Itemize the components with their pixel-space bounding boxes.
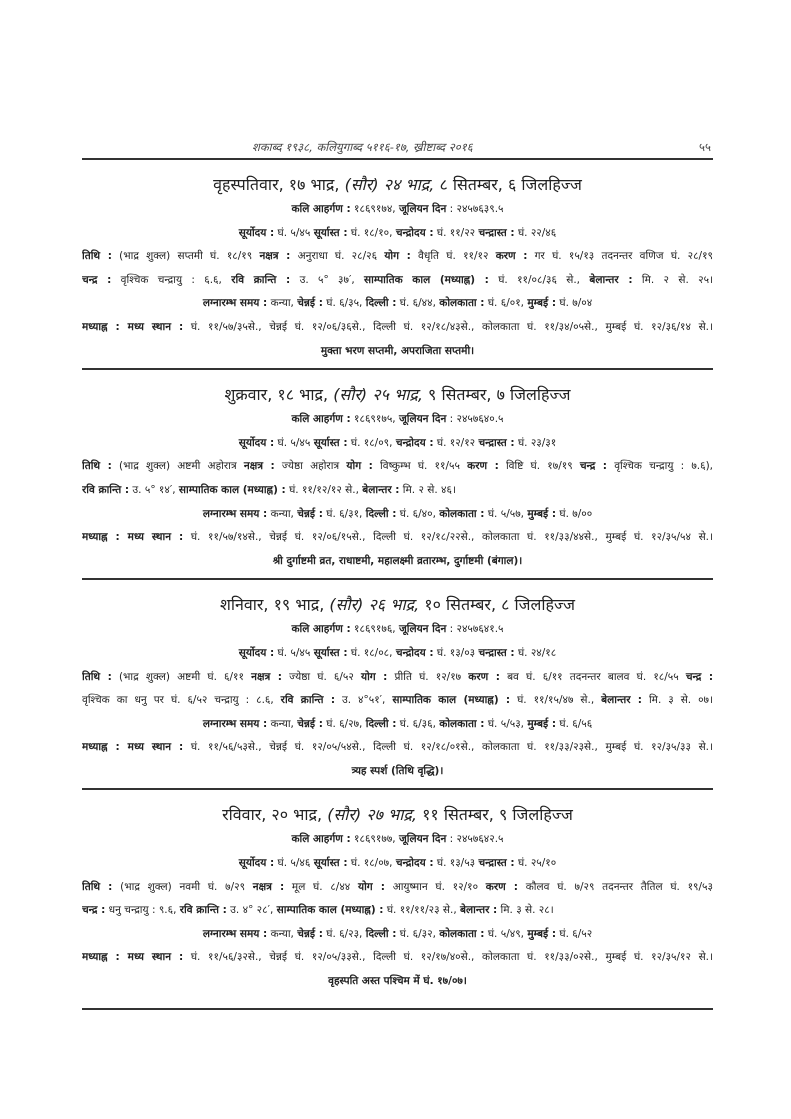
label-text: करण : xyxy=(467,460,499,473)
value-text: आयुष्मान घं. १२/१० xyxy=(384,880,486,893)
value-text: मि. २ से. २५। xyxy=(632,273,713,286)
value-text: कन्या, xyxy=(267,717,298,730)
value-text: घं. ७/०४ xyxy=(556,297,593,310)
value-text: घं. ११/१५/४७ से., xyxy=(510,694,602,707)
running-header xyxy=(82,138,713,160)
label-text: मुम्बई : xyxy=(527,297,557,310)
label-text: चन्द्रोदय : xyxy=(395,436,434,449)
value-text: घं. ५/५७, xyxy=(484,507,528,520)
value-text: उ. ५° ३७′, xyxy=(290,273,365,286)
value-text: (भाद्र शुक्ल) अष्टमी घं. ६/११ xyxy=(111,670,252,683)
value-text: ज्येष्ठा अहोरात्र xyxy=(274,460,347,473)
label-text: मुम्बई : xyxy=(527,927,557,940)
label-text: कलि आहर्गण : xyxy=(291,623,351,636)
value-text: उ. ४°५१′, xyxy=(335,694,393,707)
value-text: घं. ६/३२, xyxy=(396,927,440,940)
value-text: घं. ६/३५, xyxy=(322,297,366,310)
value-text: घं. ५/५३, xyxy=(484,717,528,730)
label-text: सूर्योदय : xyxy=(238,646,275,659)
value-text: धनु चन्द्रायु : ९.६, xyxy=(105,904,180,917)
value-text: (सौर) २५ भाद्र, xyxy=(333,385,423,405)
value-text: घं. ११/२२ xyxy=(433,226,479,239)
value-text: घं. ११/१२/१२ से., xyxy=(285,483,363,496)
value-text: वृश्चिक चन्द्रायु : ६.६, xyxy=(111,273,232,286)
label-text: करण : xyxy=(468,670,500,683)
label-text: सूर्यास्त : xyxy=(313,226,348,239)
value-text: विष्टि घं. १७/१९ xyxy=(498,460,580,473)
panchang-line xyxy=(82,316,713,340)
label-text: बेलान्तर : xyxy=(362,483,400,496)
value-text: शनिवार, १९ भाद्र, xyxy=(219,595,330,615)
value-text: घं. ५/४५ xyxy=(274,226,314,239)
label-text: जूलियन दिन xyxy=(398,203,447,215)
label-text: तिथि : xyxy=(82,880,113,893)
value-text: शुक्रवार, १८ भाद्र, xyxy=(224,385,334,405)
panchang-line xyxy=(82,899,713,923)
label-text: चन्द्रोदय : xyxy=(395,226,434,239)
label-text: सूर्यास्त : xyxy=(313,857,348,870)
panchang-line xyxy=(82,198,713,222)
value-text: घं. ६/३६, xyxy=(396,717,440,730)
value-text: रविवार, २० भाद्र, xyxy=(222,805,328,825)
label-text: चेन्नई : xyxy=(297,927,323,940)
label-text: तिथि : xyxy=(82,670,112,683)
value-text: उ. ५° १४′, xyxy=(129,483,179,496)
value-text: वृहस्पतिवार, १७ भाद्र, xyxy=(213,175,345,194)
label-text: चन्द्रास्त : xyxy=(478,857,515,870)
value-text: कन्या, xyxy=(267,927,298,940)
value-text: घं. ५/४९, xyxy=(484,927,528,940)
label-text: नक्षत्र : xyxy=(259,250,291,263)
value-text: ११ सितम्बर, ९ जिलहिज्ज xyxy=(417,805,573,825)
value-text: घं. ११/५६/३२से., चेन्नई घं. १२/०५/३३से., दिल्ली घं. १२/१७/४०से., कोलकाता घं. ११/३३/०२से., मुम्बई घं. १२/३५/१२ से.। xyxy=(183,951,713,964)
value-text: घं. १८/०७, xyxy=(347,857,396,870)
label-text: तिथि : xyxy=(82,250,112,263)
label-text: मध्याह्न : मध्य स्थान : xyxy=(82,741,184,754)
value-text: घं. ११/११/२३ से., xyxy=(383,904,461,917)
label-text: चन्द्रास्त : xyxy=(478,436,515,449)
label-text: करण : xyxy=(495,250,528,263)
panchang-line xyxy=(82,245,713,269)
value-text: घं. ५/४६ xyxy=(274,857,314,870)
value-text: घं. ६/०१, xyxy=(484,297,528,310)
value-text: ज्येष्ठा घं. ६/५२ xyxy=(281,670,361,683)
label-text: चन्द्रास्त : xyxy=(478,646,515,659)
panchang-line xyxy=(82,455,713,479)
label-text: बेलान्तर : xyxy=(589,273,633,286)
value-text: : २४५७६४२.५ xyxy=(446,833,504,846)
value-text: घं. ६/२७, xyxy=(322,717,366,730)
label-text: कोलकाता : xyxy=(439,507,485,520)
label-text: साम्पातिक काल (मध्याह्न) : xyxy=(364,273,489,286)
label-text: चन्द्रोदय : xyxy=(395,646,434,659)
value-text: घं. २२/४६ xyxy=(514,226,557,239)
value-text: १८६९१७६, xyxy=(350,623,399,636)
label-text: रवि क्रान्ति : xyxy=(231,273,291,286)
value-text: घं. ६/४०, xyxy=(396,507,440,520)
label-text: सूर्यास्त : xyxy=(313,436,348,449)
value-text: घं. ११/०८/३६ से., xyxy=(488,273,590,286)
value-text: घं. ६/५६ xyxy=(556,717,593,730)
day-title xyxy=(82,592,713,618)
label-text: नक्षत्र : xyxy=(243,460,275,473)
label-text: लग्नारम्भ समय : xyxy=(202,507,268,520)
panchang-line xyxy=(82,642,713,666)
panchang-line xyxy=(82,713,713,737)
value-text: (सौर) २४ भाद्र, xyxy=(344,175,435,194)
panchang-line xyxy=(82,503,713,527)
label-text: चन्द्र : xyxy=(82,273,112,286)
value-text: घं. २५/१० xyxy=(514,857,557,870)
label-text: सूर्यास्त : xyxy=(313,646,348,659)
value-text: घं. ५/४५ xyxy=(274,436,314,449)
label-text: रवि क्रान्ति : xyxy=(280,694,336,707)
panchang-line xyxy=(82,618,713,642)
value-text: घं. ६/४४, xyxy=(396,297,440,310)
day-title xyxy=(82,172,713,198)
label-text: दिल्ली : xyxy=(365,927,397,940)
label-text: दिल्ली : xyxy=(365,717,397,730)
label-text: साम्पातिक काल (मध्याह्न) : xyxy=(178,483,286,496)
panchang-line xyxy=(82,923,713,947)
value-text: वैधृति घं. ११/१२ xyxy=(410,250,496,263)
value-text: कन्या, xyxy=(267,297,298,310)
value-text: : २४५७६३९.५ xyxy=(446,203,504,215)
panchang-line xyxy=(82,946,713,970)
value-text: बव घं. ६/११ तदनन्तर बालव घं. १८/५५ xyxy=(499,670,686,683)
label-text: चेन्नई : xyxy=(297,507,323,520)
panchang-line xyxy=(82,479,713,503)
label-text: साम्पातिक काल (मध्याह्न) : xyxy=(392,694,511,707)
value-text: : २४५७६४०.५ xyxy=(446,413,504,426)
panchang-line xyxy=(82,689,713,713)
label-text: योग : xyxy=(346,460,373,473)
label-text: लग्नारम्भ समय : xyxy=(202,927,268,940)
value-text: उ. ४° २८′, xyxy=(226,904,277,917)
value-text: घं. ६/२३, xyxy=(322,927,366,940)
value-text: मि. ३ से. २८। xyxy=(497,904,554,917)
festival-line xyxy=(82,760,713,784)
label-text: कलि आहर्गण : xyxy=(291,833,351,846)
label-text: मुक्ता भरण सप्तमी, अपराजिता सप्तमी। xyxy=(320,344,475,357)
label-text: मध्याह्न : मध्य स्थान : xyxy=(82,951,184,964)
panchang-line xyxy=(82,222,713,246)
panchang-line xyxy=(82,852,713,876)
label-text: साम्पातिक काल (मध्याह्न) : xyxy=(276,904,384,917)
day-title xyxy=(82,382,713,408)
label-text: मध्याह्न : मध्य स्थान : xyxy=(82,320,184,333)
festival-line xyxy=(82,970,713,994)
label-text: चन्द्र : xyxy=(685,670,713,683)
label-text: दिल्ली : xyxy=(365,297,397,310)
festival-line xyxy=(82,340,713,364)
day-entry xyxy=(82,790,713,1009)
label-text: त्र्यह स्पर्श (तिथि वृद्धि)। xyxy=(351,764,444,777)
value-text: घं. १८/०९, xyxy=(347,436,396,449)
panchang-line xyxy=(82,408,713,432)
panchang-line xyxy=(82,666,713,690)
label-text: श्री दुर्गाष्टमी व्रत, राधाष्टमी, महालक्ष्मी व्रतारम्भ, दुर्गाष्टमी (बंगाल)। xyxy=(272,554,523,567)
label-text: योग : xyxy=(361,670,388,683)
label-text: मुम्बई : xyxy=(527,717,557,730)
label-text: कोलकाता : xyxy=(439,927,485,940)
value-text: घं. ७/०० xyxy=(556,507,593,520)
day-entry xyxy=(82,370,713,580)
panchang-line xyxy=(82,876,713,900)
value-text: कौलव घं. ७/२९ तदनन्तर तैतिल घं. १९/५३ xyxy=(518,880,713,893)
label-text: मध्याह्न : मध्य स्थान : xyxy=(82,531,184,544)
value-text: (भाद्र शुक्ल) सप्तमी घं. १८/१९ xyxy=(111,250,260,263)
label-text: नक्षत्र : xyxy=(252,880,285,893)
value-text: घं. १८/१०, xyxy=(347,226,396,239)
value-text: प्रीति घं. १२/१७ xyxy=(387,670,469,683)
value-text: (सौर) २६ भाद्र, xyxy=(329,595,420,615)
value-text: वृश्चिक का धनु पर घं. ६/५२ चन्द्रायु : ८.६, xyxy=(82,694,281,707)
value-text: मि. ३ से. ०७। xyxy=(642,694,713,707)
page-number: ५५ xyxy=(699,140,711,154)
label-text: जूलियन दिन xyxy=(398,413,447,426)
value-text: अनुराधा घं. २८/२६ xyxy=(290,250,385,263)
label-text: वृहस्पति अस्त पश्चिम में घं. १७/०७। xyxy=(328,975,467,988)
label-text: चन्द्र : xyxy=(579,460,608,473)
label-text: कोलकाता : xyxy=(439,297,485,310)
value-text: घं. २४/१८ xyxy=(514,646,557,659)
label-text: तिथि : xyxy=(82,460,112,473)
panchang-line xyxy=(82,292,713,316)
value-text: ९ सितम्बर, ७ जिलहिज्ज xyxy=(422,385,571,405)
value-text: १० सितम्बर, ८ जिलहिज्ज xyxy=(419,595,576,615)
festival-line xyxy=(82,550,713,574)
label-text: बेलान्तर : xyxy=(460,904,498,917)
day-title xyxy=(82,802,713,828)
value-text: घं. ६/३१, xyxy=(322,507,366,520)
value-text: घं. १३/५३ xyxy=(433,857,479,870)
value-text: घं. ११/५६/५३से., चेन्नई घं. १२/०५/५४से., दिल्ली घं. १२/१८/०१से., कोलकाता घं. ११/३३/२३से., मुम्बई घं. १२/३५/३३ से.। xyxy=(183,741,713,754)
value-text: : २४५७६४१.५ xyxy=(446,623,504,636)
label-text: चन्द्रास्त : xyxy=(478,226,515,239)
panchang-line xyxy=(82,828,713,852)
value-text: ८ सितम्बर, ६ जिलहिज्ज xyxy=(434,175,582,194)
label-text: कोलकाता : xyxy=(439,717,485,730)
value-text: घं. ११/५७/१४से., चेन्नई घं. १२/०६/१५से., दिल्ली घं. १२/१८/२२से., कोलकाता घं. ११/३३/४४से., मुम्बई घं. १२/३५/५४ से.। xyxy=(183,531,713,544)
label-text: दिल्ली : xyxy=(365,507,397,520)
label-text: जूलियन दिन xyxy=(398,833,447,846)
label-text: लग्नारम्भ समय : xyxy=(202,297,268,310)
value-text: (भाद्र शुक्ल) नवमी घं. ७/२९ xyxy=(112,880,253,893)
value-text: (भाद्र शुक्ल) अष्टमी अहोरात्र xyxy=(111,460,244,473)
value-text: घं. १२/१२ xyxy=(433,436,479,449)
value-text: घं. ५/४५ xyxy=(274,646,314,659)
label-text: चेन्नई : xyxy=(297,717,323,730)
value-text: घं. १८/०८, xyxy=(347,646,396,659)
label-text: सूर्योदय : xyxy=(238,436,275,449)
value-text: मि. २ से. ४६। xyxy=(399,483,456,496)
value-text: मूल घं. ८/४४ xyxy=(284,880,358,893)
label-text: कलि आहर्गण : xyxy=(291,413,351,426)
day-entries xyxy=(82,160,713,1010)
label-text: करण : xyxy=(485,880,518,893)
panchang-line xyxy=(82,269,713,293)
label-text: रवि क्रान्ति : xyxy=(179,904,227,917)
label-text: लग्नारम्भ समय : xyxy=(202,717,268,730)
label-text: चेन्नई : xyxy=(297,297,323,310)
label-text: योग : xyxy=(384,250,411,263)
value-text: १८६९१७४, xyxy=(350,203,399,215)
label-text: सूर्योदय : xyxy=(238,226,275,239)
label-text: कलि आहर्गण : xyxy=(291,203,351,215)
panchang-line xyxy=(82,736,713,760)
value-text: घं. ६/५२ xyxy=(556,927,593,940)
label-text: योग : xyxy=(357,880,385,893)
value-text: कन्या, xyxy=(267,507,298,520)
value-text: घं. १३/०३ xyxy=(433,646,479,659)
running-title: शकाब्द १९३८, कलियुगाब्द ५११६-१७, ख्रीष्टाब्द २०१६ xyxy=(252,140,473,154)
label-text: सूर्योदय : xyxy=(238,857,275,870)
value-text: (सौर) २७ भाद्र, xyxy=(327,805,418,825)
day-entry xyxy=(82,580,713,790)
label-text: रवि क्रान्ति : xyxy=(82,483,130,496)
label-text: जूलियन दिन xyxy=(398,623,447,636)
label-text: बेलान्तर : xyxy=(601,694,642,707)
label-text: मुम्बई : xyxy=(527,507,557,520)
value-text: १८६९१७५, xyxy=(350,413,399,426)
value-text: विष्कुम्भ घं. ११/५५ xyxy=(372,460,468,473)
value-text: घं. २३/३१ xyxy=(514,436,557,449)
value-text: गर घं. १५/१३ तदनन्तर वणिज घं. २८/१९ xyxy=(527,250,713,263)
value-text: वृश्चिक चन्द्रायु : ७.६), xyxy=(607,460,713,473)
label-text: चन्द्र : xyxy=(82,904,106,917)
label-text: नक्षत्र : xyxy=(251,670,282,683)
value-text: घं. ११/५७/३५से., चेन्नई घं. १२/०६/३६से., दिल्ली घं. १२/१८/४३से., कोलकाता घं. ११/३४/०५से., मुम्बई घं. १२/३६/१४ से.। xyxy=(183,320,713,333)
label-text: चन्द्रोदय : xyxy=(395,857,434,870)
value-text: १८६९१७७, xyxy=(350,833,399,846)
panchang-page xyxy=(82,138,713,1010)
panchang-line xyxy=(82,432,713,456)
day-entry xyxy=(82,160,713,370)
panchang-line xyxy=(82,526,713,550)
